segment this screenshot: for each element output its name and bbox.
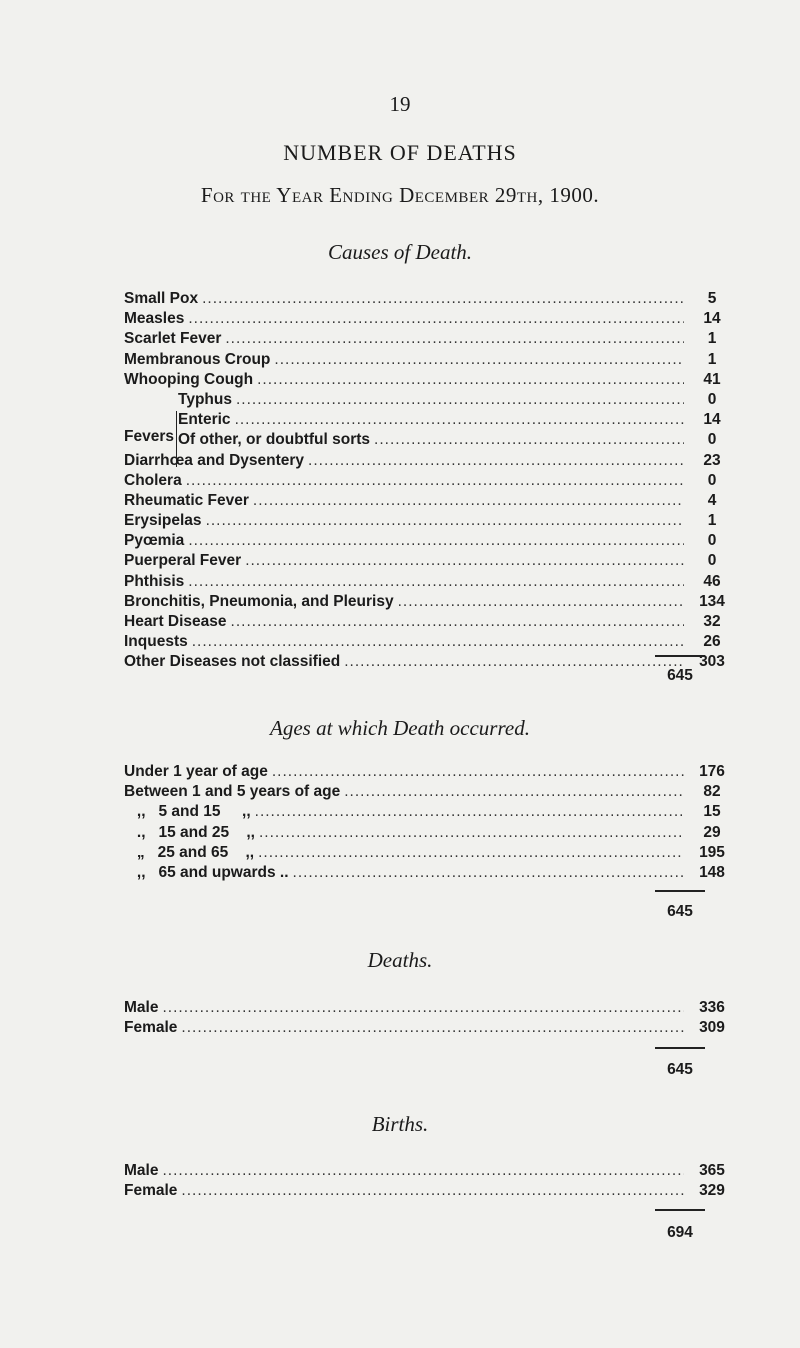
total-rule <box>655 1047 705 1049</box>
fevers-label: Fevers <box>124 428 174 445</box>
row-label: Rheumatic Fever <box>124 491 249 509</box>
page-number: 19 <box>389 92 411 116</box>
table-row <box>124 572 721 592</box>
row-label: Puerperal Fever <box>124 552 242 570</box>
deaths-total: 645 <box>667 1061 693 1078</box>
row-value: 1 <box>707 330 717 348</box>
table-row <box>124 762 725 782</box>
page-subtitle: For the Year Ending December 29th, 1900. <box>200 183 600 207</box>
table-row <box>124 592 725 612</box>
row-value: 148 <box>699 863 725 881</box>
row-value: 0 <box>707 431 717 449</box>
row-label: Enteric <box>178 411 231 429</box>
table-row <box>124 863 725 883</box>
table-row <box>124 329 717 349</box>
table-row <box>124 632 721 652</box>
row-label: Small Pox <box>124 290 199 307</box>
ages-heading: Ages at which Death occurred. <box>270 716 530 740</box>
row-value: 46 <box>703 572 721 590</box>
row-label: Between 1 and 5 years of age <box>124 783 341 801</box>
row-value: 0 <box>707 390 717 408</box>
row-value: 1 <box>707 512 717 530</box>
table-row <box>124 551 717 571</box>
row-value: 0 <box>707 471 717 489</box>
row-label: Male <box>124 1162 159 1179</box>
row-label: ., 15 and 25 ,, <box>124 823 255 841</box>
row-value: 176 <box>699 763 725 780</box>
births-table <box>124 1161 725 1201</box>
row-label: Whooping Cough <box>124 370 254 388</box>
births-heading: Births. <box>371 1112 429 1136</box>
table-row <box>124 309 721 329</box>
row-label: Female <box>124 1019 178 1037</box>
row-value: 14 <box>703 411 721 429</box>
row-value: 336 <box>699 999 725 1016</box>
row-label: Inquests <box>124 633 188 651</box>
fevers-brace <box>176 411 183 467</box>
row-label: ,, 5 and 15 ,, <box>124 803 251 821</box>
row-label: Of other, or doubtful sorts <box>178 431 371 449</box>
births-total: 694 <box>667 1224 693 1241</box>
table-row <box>124 823 721 843</box>
deaths-heading: Deaths. <box>367 948 433 972</box>
row-label: Measles <box>124 310 185 328</box>
table-row <box>124 430 717 450</box>
row-label: Female <box>124 1182 178 1200</box>
table-row <box>124 1161 725 1181</box>
row-value: 329 <box>699 1182 725 1200</box>
row-label: Male <box>124 999 159 1016</box>
row-value: 0 <box>707 532 717 550</box>
row-value: 1 <box>707 350 717 368</box>
row-value: 134 <box>699 592 725 610</box>
table-row <box>124 843 725 863</box>
row-label: Other Diseases not classified <box>124 653 341 671</box>
table-row <box>124 410 721 430</box>
table-row <box>124 652 725 672</box>
ages-table <box>124 762 725 883</box>
table-row <box>124 289 717 309</box>
row-label: Membranous Croup <box>124 350 271 368</box>
row-label: Scarlet Fever <box>124 330 222 348</box>
row-value: 29 <box>703 823 721 841</box>
causes-table <box>124 289 725 673</box>
row-value: 82 <box>703 783 721 801</box>
table-row <box>124 350 717 370</box>
causes-heading: Causes of Death. <box>327 240 473 264</box>
row-value: 41 <box>703 370 721 388</box>
row-value: 15 <box>703 803 721 821</box>
deaths-table <box>124 998 725 1038</box>
table-row <box>124 531 717 551</box>
table-row <box>124 451 721 471</box>
row-label: Cholera <box>124 471 182 489</box>
total-rule <box>655 655 705 657</box>
row-label: „ 25 and 65 ,, <box>124 843 255 861</box>
table-row <box>124 802 721 822</box>
row-value: 5 <box>707 290 717 307</box>
causes-total: 645 <box>667 667 693 684</box>
total-rule <box>655 1209 705 1211</box>
row-label: Heart Disease <box>124 613 227 630</box>
row-value: 195 <box>699 843 725 861</box>
row-value: 26 <box>703 633 721 651</box>
row-value: 303 <box>699 653 725 671</box>
ages-total: 645 <box>667 903 693 920</box>
table-row <box>124 471 717 491</box>
row-value: 365 <box>699 1162 725 1179</box>
row-value: 14 <box>703 310 721 328</box>
table-row <box>124 782 721 802</box>
row-label: Pyœmia <box>124 532 185 550</box>
total-rule <box>655 890 705 892</box>
table-row <box>124 1018 725 1038</box>
table-row <box>124 491 717 511</box>
row-label: Erysipelas <box>124 512 202 530</box>
row-value: 309 <box>699 1019 725 1037</box>
row-label: Diarrhœa and Dysentery <box>124 451 305 469</box>
row-label: Typhus <box>178 390 232 408</box>
page-title: NUMBER OF DEATHS <box>283 140 517 165</box>
row-label: ,, 65 and upwards .. <box>124 863 289 881</box>
row-value: 32 <box>703 613 721 630</box>
table-row <box>124 390 717 410</box>
table-row <box>124 612 721 632</box>
table-row <box>124 370 721 390</box>
table-row <box>124 511 717 531</box>
row-value: 0 <box>707 552 717 570</box>
table-row <box>124 998 725 1018</box>
table-row <box>124 1181 725 1201</box>
row-label: Bronchitis, Pneumonia, and Pleurisy <box>124 592 394 610</box>
row-label: Phthisis <box>124 572 185 590</box>
row-value: 23 <box>703 451 721 469</box>
row-label: Under 1 year of age <box>124 763 268 780</box>
row-value: 4 <box>707 491 717 509</box>
